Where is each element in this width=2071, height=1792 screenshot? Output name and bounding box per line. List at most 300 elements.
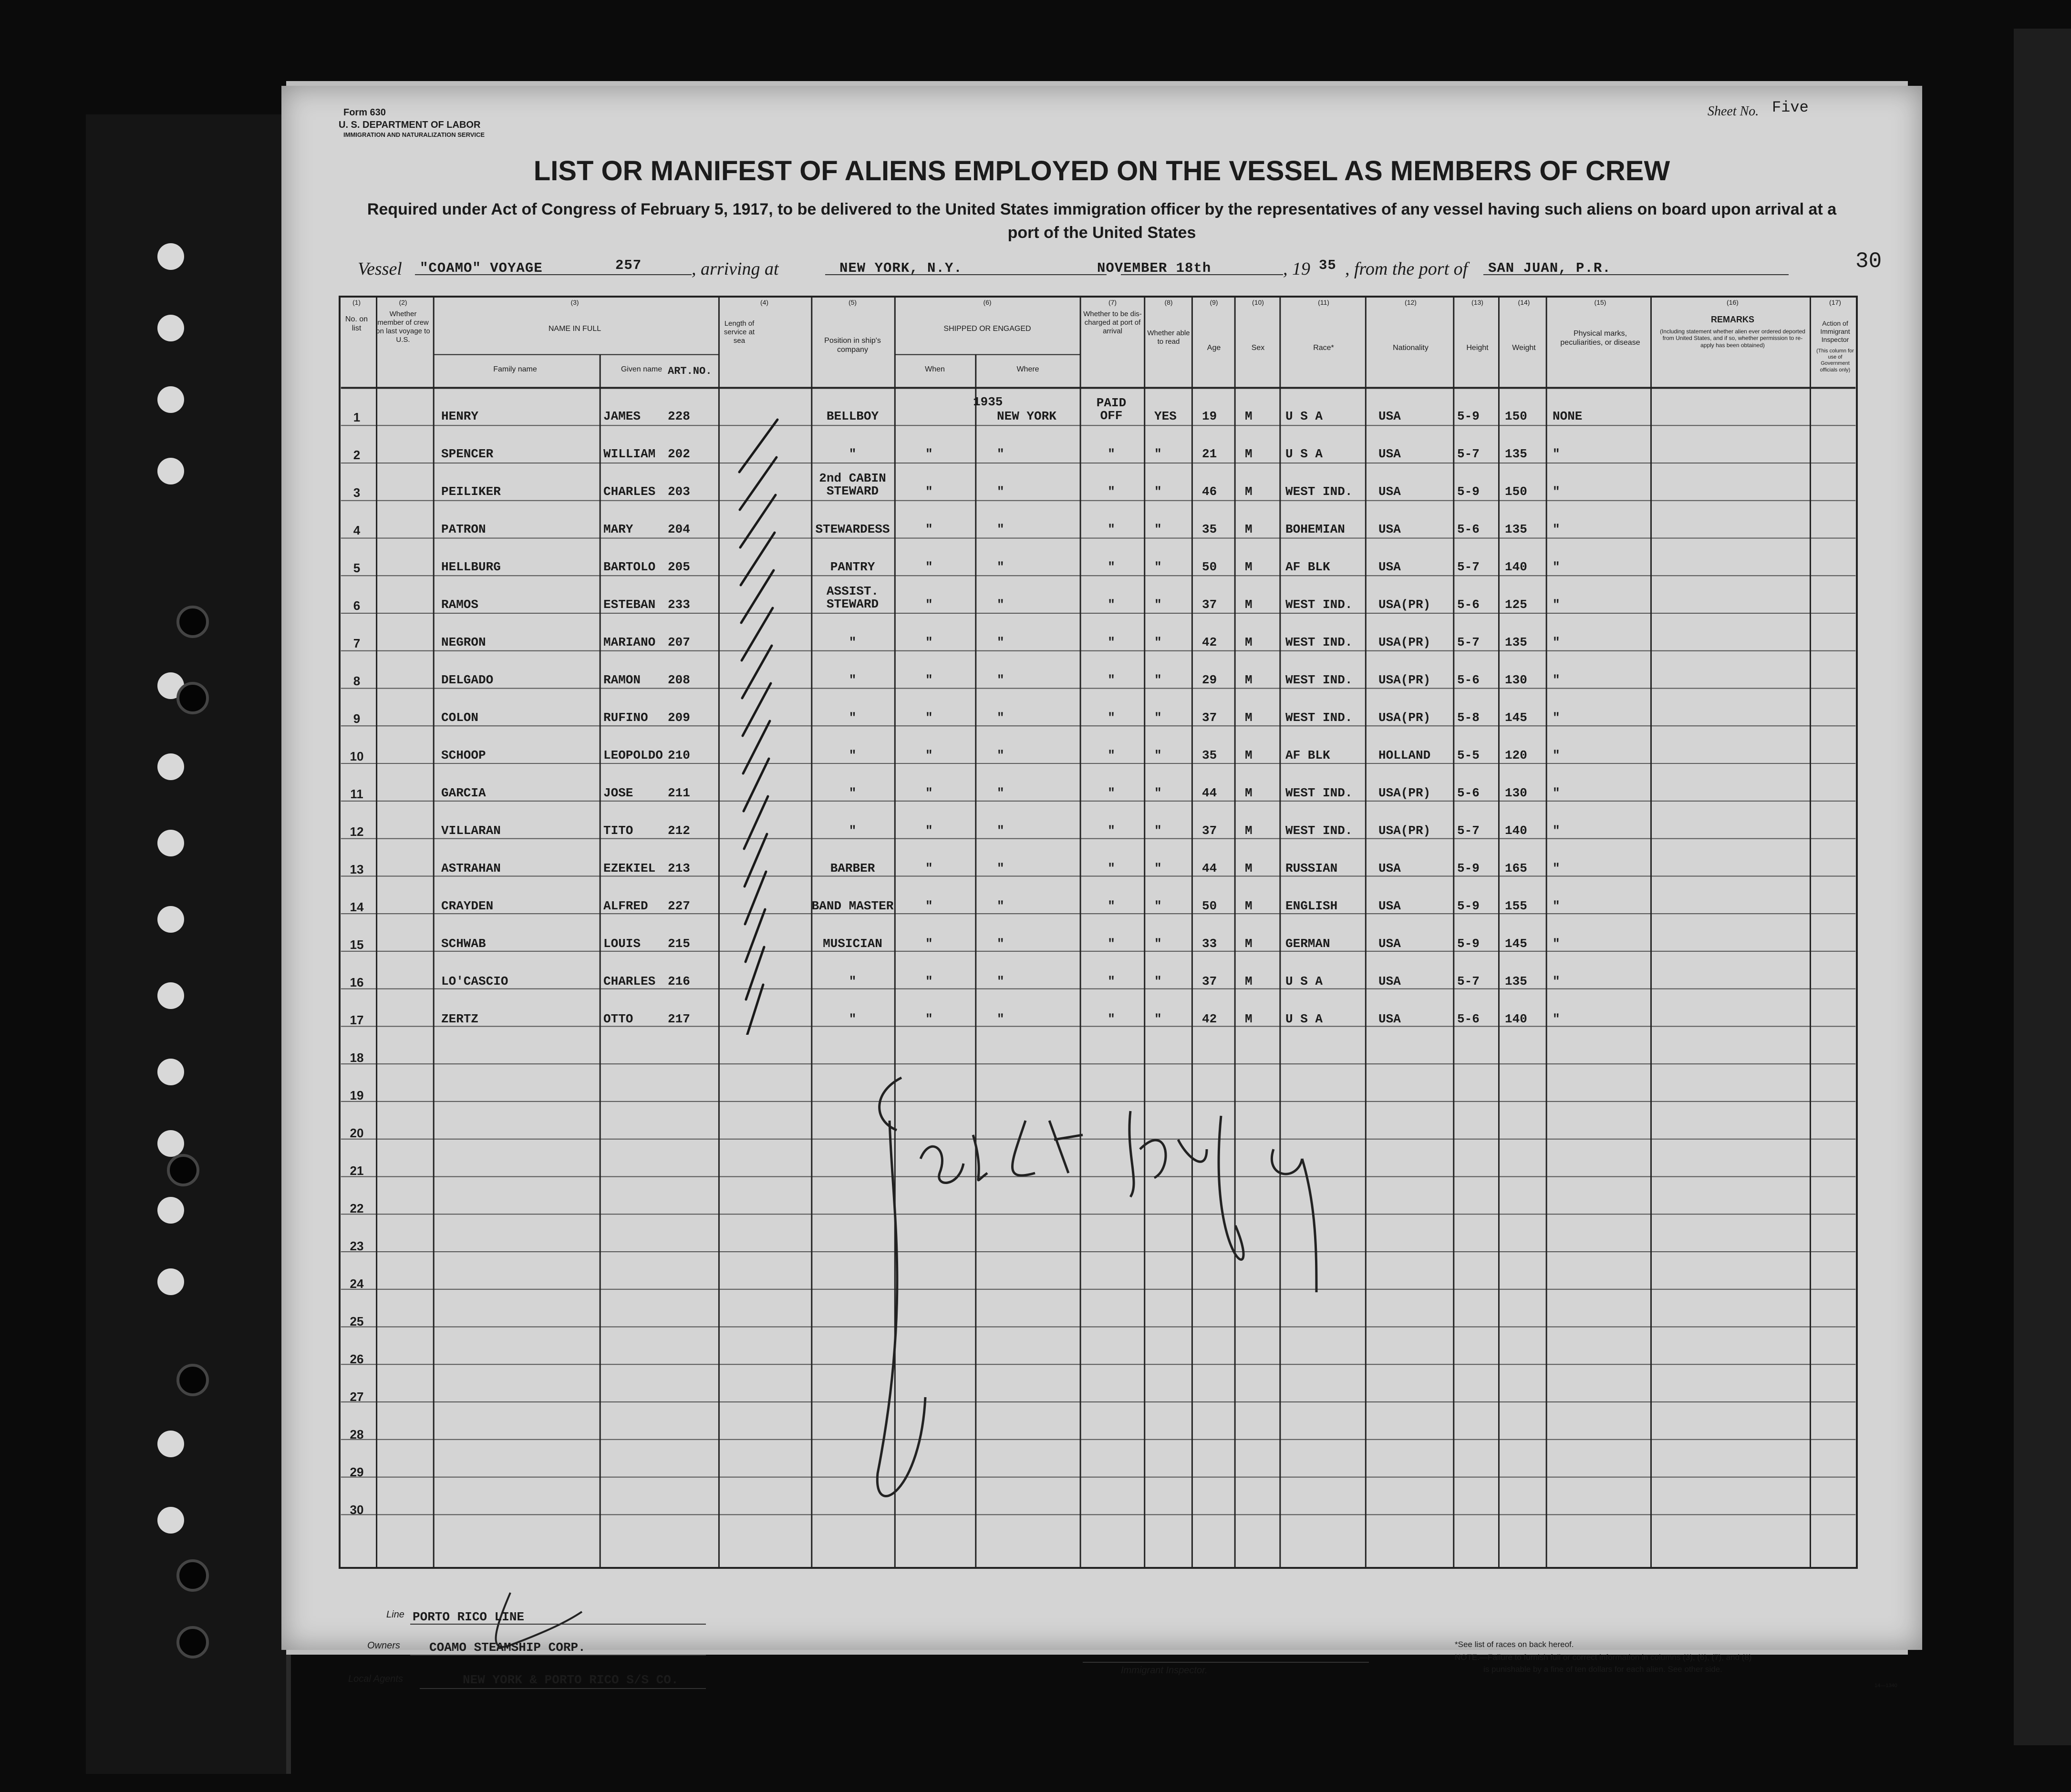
height-cell: 5-9 bbox=[1457, 409, 1480, 423]
weight-cell: 135 bbox=[1505, 974, 1527, 989]
read-cell: " bbox=[1154, 560, 1162, 574]
table-row bbox=[339, 575, 1858, 612]
art-no-cell: 204 bbox=[668, 522, 690, 536]
read-cell: " bbox=[1154, 974, 1162, 989]
page-subtitle: Required under Act of Congress of February 5, 1917, to be delivered to the United States immigration officer by the representatives of any vessel having such aliens on board upon arrival at a port of the United States bbox=[367, 200, 1837, 242]
height-cell: 5-6 bbox=[1457, 522, 1480, 536]
row-number: 13 bbox=[350, 862, 364, 876]
read-cell: " bbox=[1154, 748, 1162, 762]
header-sex: Sex bbox=[1251, 344, 1265, 352]
marks-cell: " bbox=[1553, 974, 1560, 989]
col-num-7: (7) bbox=[1108, 299, 1117, 306]
position-cell: BARBER bbox=[830, 861, 875, 875]
sex-cell: M bbox=[1245, 560, 1253, 574]
weight-cell: 140 bbox=[1505, 1012, 1527, 1026]
col-num-8: (8) bbox=[1164, 299, 1173, 306]
where-cell: " bbox=[997, 1012, 1004, 1026]
marks-cell: " bbox=[1553, 937, 1560, 951]
weight-cell: 140 bbox=[1505, 824, 1527, 838]
position-cell: MUSICIAN bbox=[823, 937, 882, 951]
header-given-name: Given name bbox=[621, 365, 663, 373]
row-number: 30 bbox=[350, 1503, 364, 1517]
sex-cell: M bbox=[1245, 673, 1253, 687]
race-cell: ENGLISH bbox=[1285, 899, 1338, 913]
col-num-14: (14) bbox=[1518, 299, 1530, 306]
race-cell: AF BLK bbox=[1285, 748, 1330, 762]
family-name-cell: CRAYDEN bbox=[441, 899, 494, 913]
height-cell: 5-7 bbox=[1457, 635, 1480, 649]
binder-hole bbox=[157, 386, 184, 413]
discharged-cell: " bbox=[1108, 635, 1115, 649]
arriving-label: , arriving at bbox=[692, 259, 779, 279]
discharged-cell: " bbox=[1108, 673, 1115, 687]
table-row bbox=[339, 801, 1858, 838]
when-cell: " bbox=[925, 597, 933, 612]
row-number: 26 bbox=[350, 1352, 364, 1366]
sex-cell: M bbox=[1245, 974, 1253, 989]
where-cell: " bbox=[997, 673, 1004, 687]
row-number: 2 bbox=[353, 448, 361, 462]
weight-cell: 135 bbox=[1505, 522, 1527, 536]
col-num-10: (10) bbox=[1252, 299, 1264, 306]
position-cell: " bbox=[849, 673, 857, 687]
binder-hole bbox=[176, 1559, 209, 1592]
row-number: 3 bbox=[353, 485, 361, 500]
age-cell: 35 bbox=[1202, 748, 1217, 762]
row-number: 9 bbox=[353, 711, 361, 726]
age-cell: 33 bbox=[1202, 937, 1217, 951]
print-code: 14—1340 bbox=[1874, 1683, 1897, 1689]
sex-cell: M bbox=[1245, 635, 1253, 649]
given-name-cell: JAMES bbox=[603, 409, 641, 423]
header-physical-marks: Physical marks, peculiarities, or disease bbox=[1560, 330, 1640, 347]
discharged-cell: " bbox=[1108, 484, 1115, 499]
where-cell: " bbox=[997, 974, 1004, 989]
position-cell: " bbox=[849, 711, 857, 725]
when-cell: " bbox=[925, 861, 933, 875]
binder-hole bbox=[157, 1268, 184, 1295]
sex-cell: M bbox=[1245, 522, 1253, 536]
position-cell: " bbox=[849, 786, 857, 800]
marks-cell: " bbox=[1553, 1012, 1560, 1026]
height-cell: 5-7 bbox=[1457, 974, 1480, 989]
position-cell: " bbox=[849, 824, 857, 838]
binder-hole bbox=[157, 982, 184, 1009]
row-number: 19 bbox=[350, 1088, 364, 1102]
marks-cell: " bbox=[1553, 560, 1560, 574]
given-name-cell: LEOPOLDO bbox=[603, 748, 663, 762]
binder-hole bbox=[176, 682, 209, 714]
position-cell: " bbox=[849, 748, 857, 762]
discharged-cell: " bbox=[1108, 748, 1115, 762]
table-row bbox=[339, 612, 1858, 650]
art-no-cell: 233 bbox=[668, 597, 690, 612]
weight-cell: 150 bbox=[1505, 409, 1527, 423]
page-number: 30 bbox=[1855, 249, 1882, 274]
read-cell: " bbox=[1154, 1012, 1162, 1026]
when-cell: " bbox=[925, 824, 933, 838]
penalty-note-2: is punishable by a fine of ten dollars for each alien. See other side. bbox=[1483, 1665, 1722, 1674]
binder-hole bbox=[157, 315, 184, 341]
when-cell: " bbox=[925, 786, 933, 800]
art-no-cell: 213 bbox=[668, 861, 690, 875]
when-cell: " bbox=[925, 711, 933, 725]
table-row bbox=[339, 424, 1858, 462]
header-shipped-engaged: SHIPPED OR ENGAGED bbox=[943, 325, 1031, 333]
race-cell: AF BLK bbox=[1285, 560, 1330, 574]
given-name-cell: BARTOLO bbox=[603, 560, 656, 574]
weight-cell: 140 bbox=[1505, 560, 1527, 574]
when-cell: " bbox=[925, 673, 933, 687]
given-name-cell: ALFRED bbox=[603, 899, 648, 913]
binder-hole bbox=[176, 1364, 209, 1396]
nationality-cell: USA bbox=[1378, 409, 1401, 423]
age-cell: 44 bbox=[1202, 786, 1217, 800]
col-num-15: (15) bbox=[1594, 299, 1606, 306]
inspector-label: Immigrant Inspector. bbox=[1121, 1665, 1208, 1676]
row-number: 15 bbox=[350, 937, 364, 952]
given-name-cell: CHARLES bbox=[603, 974, 656, 989]
height-cell: 5-6 bbox=[1457, 597, 1480, 612]
age-cell: 42 bbox=[1202, 1012, 1217, 1026]
header-able-to-read: Whether able to read bbox=[1147, 329, 1190, 346]
where-cell: " bbox=[997, 748, 1004, 762]
table-row bbox=[339, 537, 1858, 575]
family-name-cell: RAMOS bbox=[441, 597, 479, 612]
binder-hole bbox=[157, 1431, 184, 1457]
age-cell: 37 bbox=[1202, 824, 1217, 838]
position-cell: BAND MASTER bbox=[811, 899, 894, 913]
local-agents-value: NEW YORK & PORTO RICO S/S CO. bbox=[463, 1673, 679, 1687]
col-num-11: (11) bbox=[1318, 299, 1329, 306]
when-cell: " bbox=[925, 635, 933, 649]
position-cell: " bbox=[849, 974, 857, 989]
sex-cell: M bbox=[1245, 786, 1253, 800]
read-cell: " bbox=[1154, 937, 1162, 951]
table-row bbox=[339, 914, 1858, 951]
nationality-cell: USA bbox=[1378, 522, 1401, 536]
height-cell: 5-6 bbox=[1457, 786, 1480, 800]
arrival-port: NEW YORK, N.Y. bbox=[839, 260, 963, 276]
race-cell: U S A bbox=[1285, 974, 1323, 989]
weight-cell: 145 bbox=[1505, 711, 1527, 725]
col-num-6: (6) bbox=[983, 299, 992, 306]
table-row bbox=[339, 386, 1858, 424]
row-number: 29 bbox=[350, 1465, 364, 1479]
row-number: 12 bbox=[350, 824, 364, 839]
family-name-cell: DELGADO bbox=[441, 673, 494, 687]
row-number: 27 bbox=[350, 1390, 364, 1404]
row-number: 17 bbox=[350, 1013, 364, 1027]
age-cell: 50 bbox=[1202, 560, 1217, 574]
row-number: 25 bbox=[350, 1314, 364, 1329]
family-name-cell: VILLARAN bbox=[441, 824, 501, 838]
race-cell: WEST IND. bbox=[1285, 484, 1353, 499]
race-cell: WEST IND. bbox=[1285, 824, 1353, 838]
row-number: 23 bbox=[350, 1239, 364, 1253]
race-cell: U S A bbox=[1285, 1012, 1323, 1026]
family-name-cell: ASTRAHAN bbox=[441, 861, 501, 875]
height-cell: 5-9 bbox=[1457, 484, 1480, 499]
races-footnote: *See list of races on back hereof. bbox=[1455, 1640, 1574, 1649]
table-row bbox=[339, 650, 1858, 688]
table-row bbox=[339, 688, 1858, 725]
art-no-cell: 205 bbox=[668, 560, 690, 574]
nationality-cell: HOLLAND bbox=[1378, 748, 1431, 762]
family-name-cell: SPENCER bbox=[441, 447, 494, 461]
family-name-cell: GARCIA bbox=[441, 786, 486, 800]
height-cell: 5-7 bbox=[1457, 560, 1480, 574]
given-name-cell: JOSE bbox=[603, 786, 633, 800]
header-where: Where bbox=[1016, 365, 1039, 373]
row-number: 21 bbox=[350, 1164, 364, 1178]
sex-cell: M bbox=[1245, 824, 1253, 838]
weight-cell: 135 bbox=[1505, 447, 1527, 461]
header-whether-member: Whether member of crew on last voyage to U.S. bbox=[376, 310, 430, 344]
height-cell: 5-7 bbox=[1457, 824, 1480, 838]
local-agents-label: Local Agents bbox=[348, 1674, 403, 1684]
sex-cell: M bbox=[1245, 899, 1253, 913]
header-weight: Weight bbox=[1512, 344, 1536, 352]
sex-cell: M bbox=[1245, 937, 1253, 951]
age-cell: 21 bbox=[1202, 447, 1217, 461]
discharged-cell: " bbox=[1108, 597, 1115, 612]
col-num-5: (5) bbox=[848, 299, 857, 306]
binder-hole bbox=[157, 1507, 184, 1534]
row-number: 7 bbox=[353, 636, 361, 650]
nationality-cell: USA bbox=[1378, 484, 1401, 499]
where-cell: " bbox=[997, 824, 1004, 838]
nationality-cell: USA bbox=[1378, 1012, 1401, 1026]
art-no-cell: 215 bbox=[668, 937, 690, 951]
binder-hole bbox=[167, 1154, 199, 1186]
given-name-cell: CHARLES bbox=[603, 484, 656, 499]
vessel-label: Vessel bbox=[358, 259, 402, 279]
binder-hole bbox=[157, 906, 184, 933]
row-number: 18 bbox=[350, 1050, 364, 1065]
marks-cell: " bbox=[1553, 786, 1560, 800]
family-name-cell: SCHOOP bbox=[441, 748, 486, 762]
sex-cell: M bbox=[1245, 447, 1253, 461]
read-cell: " bbox=[1154, 522, 1162, 536]
header-age: Age bbox=[1207, 344, 1221, 352]
where-cell: " bbox=[997, 522, 1004, 536]
row-number: 11 bbox=[350, 787, 363, 801]
discharged-cell: " bbox=[1108, 974, 1115, 989]
service-length-marks bbox=[720, 415, 811, 1035]
page-title: LIST OR MANIFEST OF ALIENS EMPLOYED ON THE VESSEL AS MEMBERS OF CREW bbox=[533, 155, 1670, 186]
header-remarks: REMARKS bbox=[1710, 315, 1754, 324]
sex-cell: M bbox=[1245, 484, 1253, 499]
service-name: IMMIGRATION AND NATURALIZATION SERVICE bbox=[343, 131, 485, 138]
height-cell: 5-8 bbox=[1457, 711, 1480, 725]
where-cell: " bbox=[997, 861, 1004, 875]
weight-cell: 155 bbox=[1505, 899, 1527, 913]
family-name-cell: HENRY bbox=[441, 409, 479, 423]
col-num-12: (12) bbox=[1405, 299, 1417, 306]
row-number: 10 bbox=[350, 749, 364, 763]
table-row bbox=[339, 462, 1858, 499]
read-cell: " bbox=[1154, 786, 1162, 800]
age-cell: 37 bbox=[1202, 711, 1217, 725]
binder-hole bbox=[157, 1059, 184, 1085]
binder-hole bbox=[157, 243, 184, 270]
when-cell: " bbox=[925, 560, 933, 574]
given-name-cell: RAMON bbox=[603, 673, 641, 687]
vessel-name: "COAMO" VOYAGE bbox=[420, 260, 543, 276]
art-no-cell: 210 bbox=[668, 748, 690, 762]
marks-cell: " bbox=[1553, 447, 1560, 461]
sex-cell: M bbox=[1245, 748, 1253, 762]
discharged-cell: PAID OFF bbox=[1096, 396, 1127, 423]
manifest-sheet bbox=[281, 86, 1922, 1689]
when-cell: " bbox=[925, 937, 933, 951]
sex-cell: M bbox=[1245, 1012, 1253, 1026]
owners-label: Owners bbox=[367, 1640, 400, 1651]
discharged-cell: " bbox=[1108, 447, 1115, 461]
read-cell: " bbox=[1154, 484, 1162, 499]
table-row bbox=[339, 763, 1858, 801]
family-name-cell: PATRON bbox=[441, 522, 486, 536]
read-cell: " bbox=[1154, 635, 1162, 649]
table-row bbox=[339, 838, 1858, 876]
age-cell: 19 bbox=[1202, 409, 1217, 423]
marks-cell: " bbox=[1553, 635, 1560, 649]
binder-hole bbox=[157, 458, 184, 484]
sex-cell: M bbox=[1245, 409, 1253, 423]
nationality-cell: USA(PR) bbox=[1378, 673, 1431, 687]
race-cell: WEST IND. bbox=[1285, 597, 1353, 612]
col-num-2: (2) bbox=[399, 299, 407, 306]
when-cell: " bbox=[925, 899, 933, 913]
where-cell: " bbox=[997, 635, 1004, 649]
row-number: 22 bbox=[350, 1201, 364, 1215]
height-cell: 5-9 bbox=[1457, 861, 1480, 875]
where-cell: " bbox=[997, 597, 1004, 612]
given-name-cell: LOUIS bbox=[603, 937, 641, 951]
family-name-cell: LO'CASCIO bbox=[441, 974, 508, 989]
col-num-1: (1) bbox=[352, 299, 361, 306]
position-cell: " bbox=[849, 635, 857, 649]
voyage-number: 257 bbox=[615, 257, 642, 273]
year-prefix: , 19 bbox=[1283, 259, 1310, 279]
discharged-cell: " bbox=[1108, 937, 1115, 951]
nationality-cell: USA bbox=[1378, 447, 1401, 461]
height-cell: 5-6 bbox=[1457, 1012, 1480, 1026]
race-cell: BOHEMIAN bbox=[1285, 522, 1345, 536]
weight-cell: 130 bbox=[1505, 786, 1527, 800]
position-cell: " bbox=[849, 447, 857, 461]
art-no-cell: 212 bbox=[668, 824, 690, 838]
form-number: Form 630 bbox=[343, 107, 386, 118]
header-nationality: Nationality bbox=[1393, 344, 1429, 352]
header-race: Race* bbox=[1313, 344, 1334, 352]
binder-hole bbox=[157, 753, 184, 780]
col-num-3: (3) bbox=[570, 299, 579, 306]
race-cell: WEST IND. bbox=[1285, 673, 1353, 687]
departure-port: SAN JUAN, P.R. bbox=[1488, 260, 1611, 276]
weight-cell: 165 bbox=[1505, 861, 1527, 875]
age-cell: 50 bbox=[1202, 899, 1217, 913]
where-cell: " bbox=[997, 484, 1004, 499]
age-cell: 37 bbox=[1202, 974, 1217, 989]
binder-hole bbox=[176, 1626, 209, 1658]
marks-cell: " bbox=[1553, 711, 1560, 725]
when-cell: " bbox=[925, 447, 933, 461]
discharged-cell: " bbox=[1108, 786, 1115, 800]
position-cell: 2nd CABIN STEWARD bbox=[819, 471, 886, 499]
row-number: 28 bbox=[350, 1427, 364, 1442]
art-no-cell: 227 bbox=[668, 899, 690, 913]
marks-cell: " bbox=[1553, 597, 1560, 612]
race-cell: RUSSIAN bbox=[1285, 861, 1338, 875]
scan-edge bbox=[2014, 29, 2071, 1745]
age-cell: 46 bbox=[1202, 484, 1217, 499]
family-name-cell: NEGRON bbox=[441, 635, 486, 649]
weight-cell: 145 bbox=[1505, 937, 1527, 951]
family-name-cell: PEILIKER bbox=[441, 484, 501, 499]
nationality-cell: USA(PR) bbox=[1378, 635, 1431, 649]
table-row bbox=[339, 876, 1858, 914]
row-number: 24 bbox=[350, 1277, 364, 1291]
race-cell: WEST IND. bbox=[1285, 711, 1353, 725]
position-cell: ASSIST. STEWARD bbox=[826, 584, 879, 612]
read-cell: " bbox=[1154, 673, 1162, 687]
weight-cell: 150 bbox=[1505, 484, 1527, 499]
col-num-4: (4) bbox=[760, 299, 769, 306]
position-cell: BELLBOY bbox=[826, 409, 879, 423]
age-cell: 37 bbox=[1202, 597, 1217, 612]
discharged-cell: " bbox=[1108, 711, 1115, 725]
row-number: 16 bbox=[350, 975, 364, 989]
binder-strip bbox=[86, 114, 291, 1774]
read-cell: " bbox=[1154, 711, 1162, 725]
age-cell: 29 bbox=[1202, 673, 1217, 687]
given-name-cell: MARY bbox=[603, 522, 633, 536]
marks-cell: " bbox=[1553, 484, 1560, 499]
header-art-no: ART.NO. bbox=[668, 365, 712, 377]
height-cell: 5-9 bbox=[1457, 899, 1480, 913]
race-cell: U S A bbox=[1285, 447, 1323, 461]
age-cell: 42 bbox=[1202, 635, 1217, 649]
row-number: 5 bbox=[353, 561, 361, 575]
when-cell: " bbox=[925, 522, 933, 536]
header-family-name: Family name bbox=[493, 365, 537, 373]
art-no-cell: 211 bbox=[668, 786, 690, 800]
read-cell: " bbox=[1154, 597, 1162, 612]
table-row bbox=[339, 725, 1858, 763]
nationality-cell: USA bbox=[1378, 560, 1401, 574]
when-cell: " bbox=[925, 748, 933, 762]
family-name-cell: SCHWAB bbox=[441, 937, 486, 951]
row-number: 1 bbox=[353, 410, 361, 424]
marks-cell: " bbox=[1553, 748, 1560, 762]
given-name-cell: EZEKIEL bbox=[603, 861, 656, 875]
marks-cell: " bbox=[1553, 824, 1560, 838]
header-position: Position in ship's company bbox=[824, 337, 881, 354]
when-cell: " bbox=[925, 1012, 933, 1026]
inspector-signature bbox=[844, 1063, 1607, 1540]
discharged-cell: " bbox=[1108, 861, 1115, 875]
binder-hole bbox=[157, 830, 184, 856]
race-cell: U S A bbox=[1285, 409, 1323, 423]
when-cell: " bbox=[925, 974, 933, 989]
department-name: U. S. DEPARTMENT OF LABOR bbox=[339, 120, 481, 130]
read-cell: " bbox=[1154, 861, 1162, 875]
race-cell: WEST IND. bbox=[1285, 786, 1353, 800]
table-row bbox=[339, 951, 1858, 989]
height-cell: 5-9 bbox=[1457, 937, 1480, 951]
